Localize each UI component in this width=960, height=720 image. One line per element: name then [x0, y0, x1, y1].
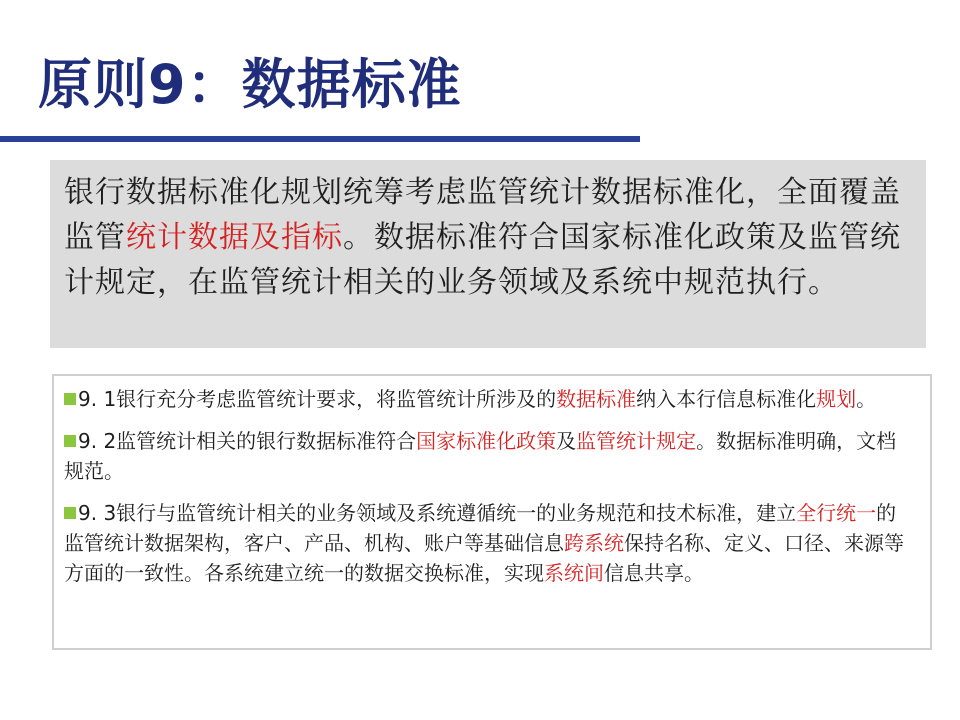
point-highlight: 监管统计规定 — [576, 429, 697, 453]
point-text: 的监管统计数据架构，客户、产品、机构、账户等基础信息 — [64, 501, 897, 555]
point-text: 监管统计相关的银行数据标准符合 — [116, 429, 417, 453]
point-9-2 — [64, 426, 916, 486]
point-9-3 — [64, 498, 916, 588]
point-number: 9. 1 — [78, 387, 117, 411]
point-highlight: 国家标准化政策 — [416, 429, 557, 453]
point-highlight: 跨系统 — [564, 531, 624, 555]
square-bullet-icon — [64, 435, 76, 447]
point-highlight: 全行统一 — [796, 501, 877, 525]
principle-points — [52, 374, 932, 650]
title-underline — [0, 136, 640, 142]
point-text: 信息共享。 — [604, 561, 704, 585]
summary-text-before: 银行数据标准化规划统筹考虑监管统计数据标准化，全面覆盖监管 — [64, 175, 901, 255]
point-text: 及 — [556, 429, 577, 453]
square-bullet-icon — [64, 393, 76, 405]
point-text: 银行充分考虑监管统计要求，将监管统计所涉及的 — [116, 387, 557, 411]
point-highlight: 规划 — [816, 387, 857, 411]
point-text: 。 — [856, 387, 877, 411]
point-number: 9. 2 — [78, 429, 117, 453]
summary-text-after: 。数据标准符合国家标准化政策及监管统计规定，在监管统计相关的业务领域及系统中规范执行。 — [64, 220, 901, 300]
point-highlight: 系统间 — [544, 561, 604, 585]
point-text: 保持名称、定义、口径、来源等方面的一致性。各系统建立统一的数据交换标准，实现 — [64, 531, 904, 585]
slide-title: 原则9：数据标准 — [38, 53, 462, 116]
square-bullet-icon — [64, 507, 76, 519]
summary-box — [50, 160, 926, 348]
summary-highlight: 统计数据及指标 — [126, 220, 343, 255]
point-number: 9. 3 — [78, 501, 117, 525]
point-9-1 — [64, 384, 916, 414]
point-text: 银行与监管统计相关的业务领域及系统遵循统一的业务规范和技术标准，建立 — [116, 501, 797, 525]
point-highlight: 数据标准 — [556, 387, 637, 411]
point-text: 纳入本行信息标准化 — [636, 387, 817, 411]
point-text: 。数据标准明确，文档规范。 — [64, 429, 897, 483]
